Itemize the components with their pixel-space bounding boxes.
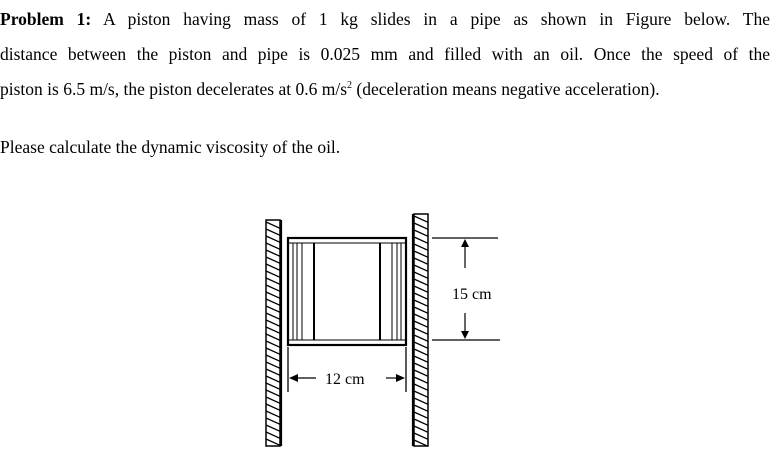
right-pipe-wall xyxy=(413,214,428,446)
height-label: 15 cm xyxy=(452,286,492,303)
diameter-label: 12 cm xyxy=(325,371,365,388)
problem-line-2: distance between the piston and pipe is 0.025 mm and filled with an oil. Once the speed of the xyxy=(0,44,770,64)
problem-line-3: piston is 6.5 m/s, the piston decelerates at 0.6 $m/s^2$ (deceleration means negative acceleration). xyxy=(0,79,660,99)
piston xyxy=(288,238,406,345)
problem-label: Problem 1: xyxy=(0,9,92,29)
exponent: 2 xyxy=(347,80,353,92)
question-text: Please calculate the dynamic viscosity of the oil. xyxy=(0,137,341,157)
left-pipe-wall xyxy=(266,220,281,446)
problem-line-1: Problem 1: A piston having mass of 1 kg slides in a pipe as shown in Figure below. The xyxy=(0,9,770,29)
